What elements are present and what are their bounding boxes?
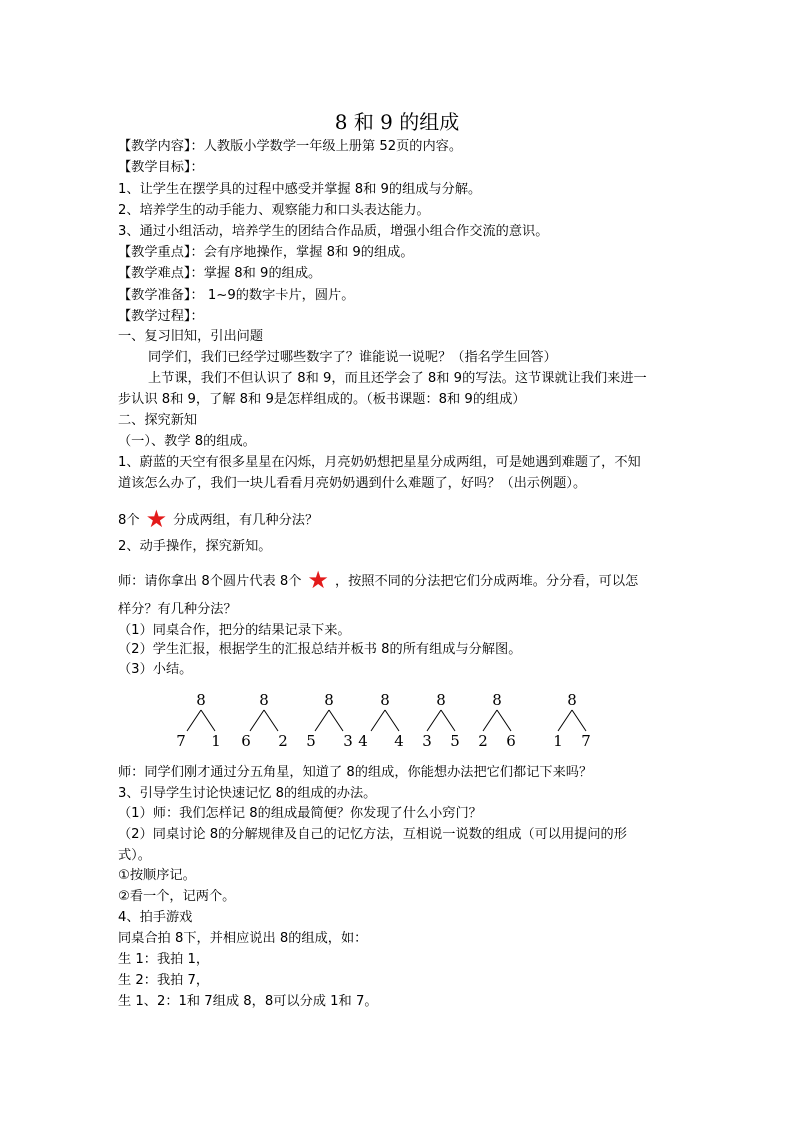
teacher-question: 师：同学们刚才通过分五角星，知道了 8的组成，你能想办法把它们都记下来吗？ — [118, 765, 593, 780]
red-star-icon: ★ — [307, 566, 329, 594]
subsection-1-heading: （一）、教学 8的组成。 — [118, 434, 256, 449]
tree-part-left: 3 — [422, 732, 432, 750]
star-question-suffix: 分成两组，有几种分法？ — [173, 513, 319, 528]
memory-question: （1）师：我们怎样记 8的组成最简便？你发现了什么小窍门？ — [118, 806, 482, 821]
composition-trees — [0, 684, 794, 754]
tree-total: 8 — [567, 691, 577, 709]
page-title: 8 和 9 的组成 — [334, 110, 460, 134]
difficult-point: 【教学难点】：掌握 8和 9的组成。 — [118, 266, 322, 281]
tree-part-left: 1 — [553, 732, 563, 750]
key-point: 【教学重点】：会有序地操作，掌握 8和 9的组成。 — [118, 245, 414, 260]
review-paragraph-line-2: 步认识 8和 9，了解 8和 9是怎样组成的。（板书课题：8和 9的组成） — [118, 392, 526, 407]
section-1-heading: 一、复习旧知，引出问题 — [118, 329, 264, 344]
tree-total: 8 — [196, 691, 206, 709]
goal-2: 2、培养学生的动手能力、观察能力和口头表达能力。 — [118, 203, 430, 218]
students-together-line: 生 1、2：1和 7组成 8，8可以分成 1和 7。 — [118, 994, 378, 1009]
tree-total: 8 — [324, 691, 334, 709]
story-line-1: 1、蔚蓝的天空有很多星星在闪烁，月亮奶奶想把星星分成两组，可是她遇到难题了，不知 — [118, 455, 641, 470]
teacher-instruction-suffix: ，按照不同的分法把它们分成两堆。分分看，可以怎 — [334, 574, 639, 589]
goal-3: 3、通过小组活动，培养学生的团结合作品质，增强小组合作交流的意识。 — [118, 224, 549, 239]
step-summary: （3）小结。 — [118, 662, 193, 677]
game-instruction: 同桌合拍 8下，并相应说出 8的组成，如： — [118, 931, 368, 946]
tree-1-7 — [553, 691, 591, 750]
tree-part-right: 2 — [278, 732, 288, 750]
tree-6-2 — [241, 691, 288, 750]
discussion-line-1: （2）同桌讨论 8的分解规律及自己的记忆方法，互相说一说数的组成（可以用提问的形 — [118, 827, 627, 842]
tree-2-6 — [478, 691, 516, 750]
red-star-icon: ★ — [145, 505, 168, 533]
goal-1: 1、让学生在摆学具的过程中感受并掌握 8和 9的组成与分解。 — [118, 182, 482, 197]
tree-total: 8 — [492, 691, 502, 709]
discussion-line-2: 式）。 — [118, 848, 151, 863]
tree-part-right: 7 — [581, 732, 591, 750]
tree-5-3 — [306, 691, 353, 750]
step-3-heading: 3、引导学生讨论快速记忆 8的组成的办法。 — [118, 786, 377, 801]
tree-part-right: 5 — [450, 732, 460, 750]
tree-total: 8 — [380, 691, 390, 709]
tree-part-left: 2 — [478, 732, 488, 750]
tree-part-left: 6 — [241, 732, 251, 750]
tree-part-left: 5 — [306, 732, 316, 750]
instruction-continued: 样分？有几种分法？ — [118, 602, 237, 617]
star-question — [118, 505, 678, 533]
process-heading: 【教学过程】： — [118, 309, 204, 324]
student-1-line: 生 1：我拍 1， — [118, 952, 210, 967]
tree-part-right: 4 — [394, 732, 404, 750]
teaching-goals-heading: 【教学目标】： — [118, 160, 204, 175]
method-1: ①按顺序记。 — [118, 868, 196, 883]
tree-4-4 — [358, 691, 404, 750]
tree-part-left: 7 — [176, 732, 186, 750]
teacher-instruction — [118, 566, 678, 594]
step-partner-work: （1）同桌合作，把分的结果记录下来。 — [118, 623, 351, 638]
teaching-content: 【教学内容】：人教版小学数学一年级上册第 52页的内容。 — [118, 139, 463, 154]
teacher-instruction-prefix: 师：请你拿出 8个圆片代表 8个 — [118, 574, 302, 589]
tree-total: 8 — [259, 691, 269, 709]
tree-part-right: 6 — [506, 732, 516, 750]
tree-part-right: 3 — [343, 732, 353, 750]
story-line-2: 道该怎么办了，我们一块儿看看月亮奶奶遇到什么难题了，好吗？（出示例题）。 — [118, 476, 587, 491]
tree-total: 8 — [436, 691, 446, 709]
star-question-prefix: 8个 — [118, 513, 140, 528]
step-4-heading: 4、拍手游戏 — [118, 910, 193, 925]
tree-3-5 — [422, 691, 460, 750]
student-2-line: 生 2：我拍 7， — [118, 973, 210, 988]
preparation: 【教学准备】： 1~9的数字卡片，圆片。 — [118, 288, 355, 303]
step-student-report: （2）学生汇报，根据学生的汇报总结并板书 8的所有组成与分解图。 — [118, 642, 522, 657]
section-2-heading: 二、探究新知 — [118, 413, 198, 428]
review-question: 同学们，我们已经学过哪些数字了？谁能说一说呢？（指名学生回答） — [148, 350, 557, 365]
tree-part-left: 4 — [358, 732, 368, 750]
tree-7-1 — [176, 691, 221, 750]
method-2: ②看一个，记两个。 — [118, 889, 236, 904]
review-paragraph-line-1: 上节课，我们不但认识了 8和 9，而且还学会了 8和 9的写法。这节课就让我们来进一 — [148, 371, 647, 386]
tree-part-right: 1 — [211, 732, 221, 750]
step-2-heading: 2、动手操作，探究新知。 — [118, 539, 272, 554]
